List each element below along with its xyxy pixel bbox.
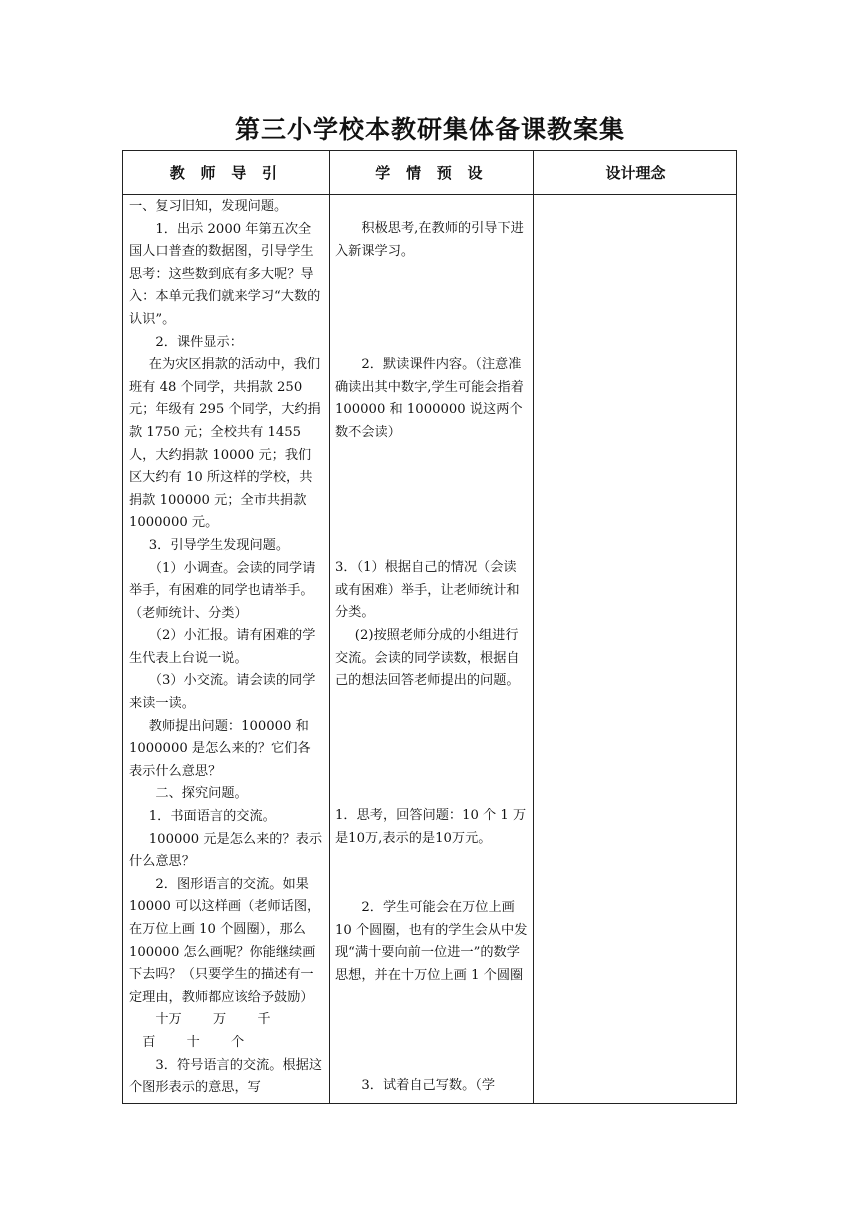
student-plan-block: 3．（1）根据自己的情况（会读或有困难）举手，让老师统计和分类。 [335, 560, 520, 621]
teacher-guide-column [129, 196, 323, 1100]
place-unit: 十 [186, 1034, 200, 1050]
teacher-guide-paragraph: 3．符号语言的交流。根据这个图形表示的意思，写 [129, 1057, 323, 1096]
page-title: 第三小学校本教研集体备课教案集 [234, 115, 625, 144]
place-unit: 个 [230, 1034, 245, 1050]
teacher-guide-paragraph: （3）小交流。请会读的同学来读一读。 [129, 673, 316, 712]
teacher-guide-paragraph: 1．书面语言的交流。 [148, 809, 276, 825]
teacher-guide-paragraph: 3．引导学生发现问题。 [148, 537, 290, 553]
place-unit: 百 [142, 1034, 156, 1050]
header-divider [123, 194, 736, 195]
teacher-guide-paragraph: （1）小调查。会读的同学请举手，有困难的同学也请举手。（老师统计、分类） [129, 560, 316, 621]
column-divider-1 [329, 151, 330, 1103]
student-plan-block: 积极思考,在教师的引导下进入新课学习。 [335, 221, 524, 259]
teacher-guide-paragraph: 1．出示 2000 年第五次全国人口普查的数据图，引导学生思考：这些数到底有多大呢？导入：本单元我们就来学习“大数的认识”。 [129, 221, 321, 327]
teacher-guide-paragraph: 在为灾区捐款的活动中，我们班有 48 个同学，共捐款 250 元；年级有 295 个同学，大约捐款 1750 元；全校共有 1455 人，大约捐款 10000 元；我们区大约有 10 所这样的学校，共捐款 100000 元；全市共捐款 1000000 元。 [129, 357, 321, 531]
teacher-guide-paragraph: 100000 元是怎么来的？表示什么意思？ [129, 831, 323, 870]
teacher-guide-paragraph: 2．图形语言的交流。如果 10000 可以这样画（老师话图，在万位上画 10 个圆圈），那么 100000 怎么画呢？你能继续画下去吗？（只要学生的描述有一定理由，教师都应该给予鼓励） [129, 876, 321, 1005]
student-plan-block: 2．学生可能会在万位上画 10 个圆圈，也有的学生会从中发现“满十要向前一位进一”的数学思想，并在十万位上画 1 个圆圈 [335, 900, 528, 983]
teacher-guide-paragraph: 二、探究问题。 [155, 786, 248, 802]
place-unit: 千 [257, 1012, 271, 1028]
header-design-idea: 设计理念 [605, 164, 666, 182]
lesson-table [122, 150, 737, 1104]
place-unit: 万 [212, 1012, 227, 1028]
column-divider-2 [533, 151, 534, 1103]
teacher-guide-paragraph: 教师提出问题：100000 和 1000000 是怎么来的？它们各表示什么意思？ [129, 718, 311, 779]
header-teacher-guide: 教 师 导 引 [169, 164, 283, 182]
header-student-plan: 学 情 预 设 [375, 164, 488, 182]
place-unit: 十万 [155, 1012, 182, 1028]
student-plan-block: 1．思考，回答问题：10 个 1 万是10万,表示的是10万元。 [335, 808, 527, 846]
teacher-guide-paragraph: 2．课件显示： [155, 334, 243, 350]
teacher-guide-paragraph: 一、复习旧知，发现问题。 [129, 199, 288, 214]
student-plan-block: 3．试着自己写数。（学 [361, 1078, 496, 1093]
place-value-units [129, 1009, 323, 1054]
student-plan-block: 2．默读课件内容。（注意准确读出其中数字,学生可能会指着 100000 和 1000000 说这两个数不会读） [335, 357, 524, 440]
student-plan-block: (2)按照老师分成的小组进行交流。会读的同学读数，根据自己的想法回答老师提出的问题。 [335, 628, 520, 689]
teacher-guide-paragraph: （2）小汇报。请有困难的学生代表上台说一说。 [129, 628, 316, 666]
